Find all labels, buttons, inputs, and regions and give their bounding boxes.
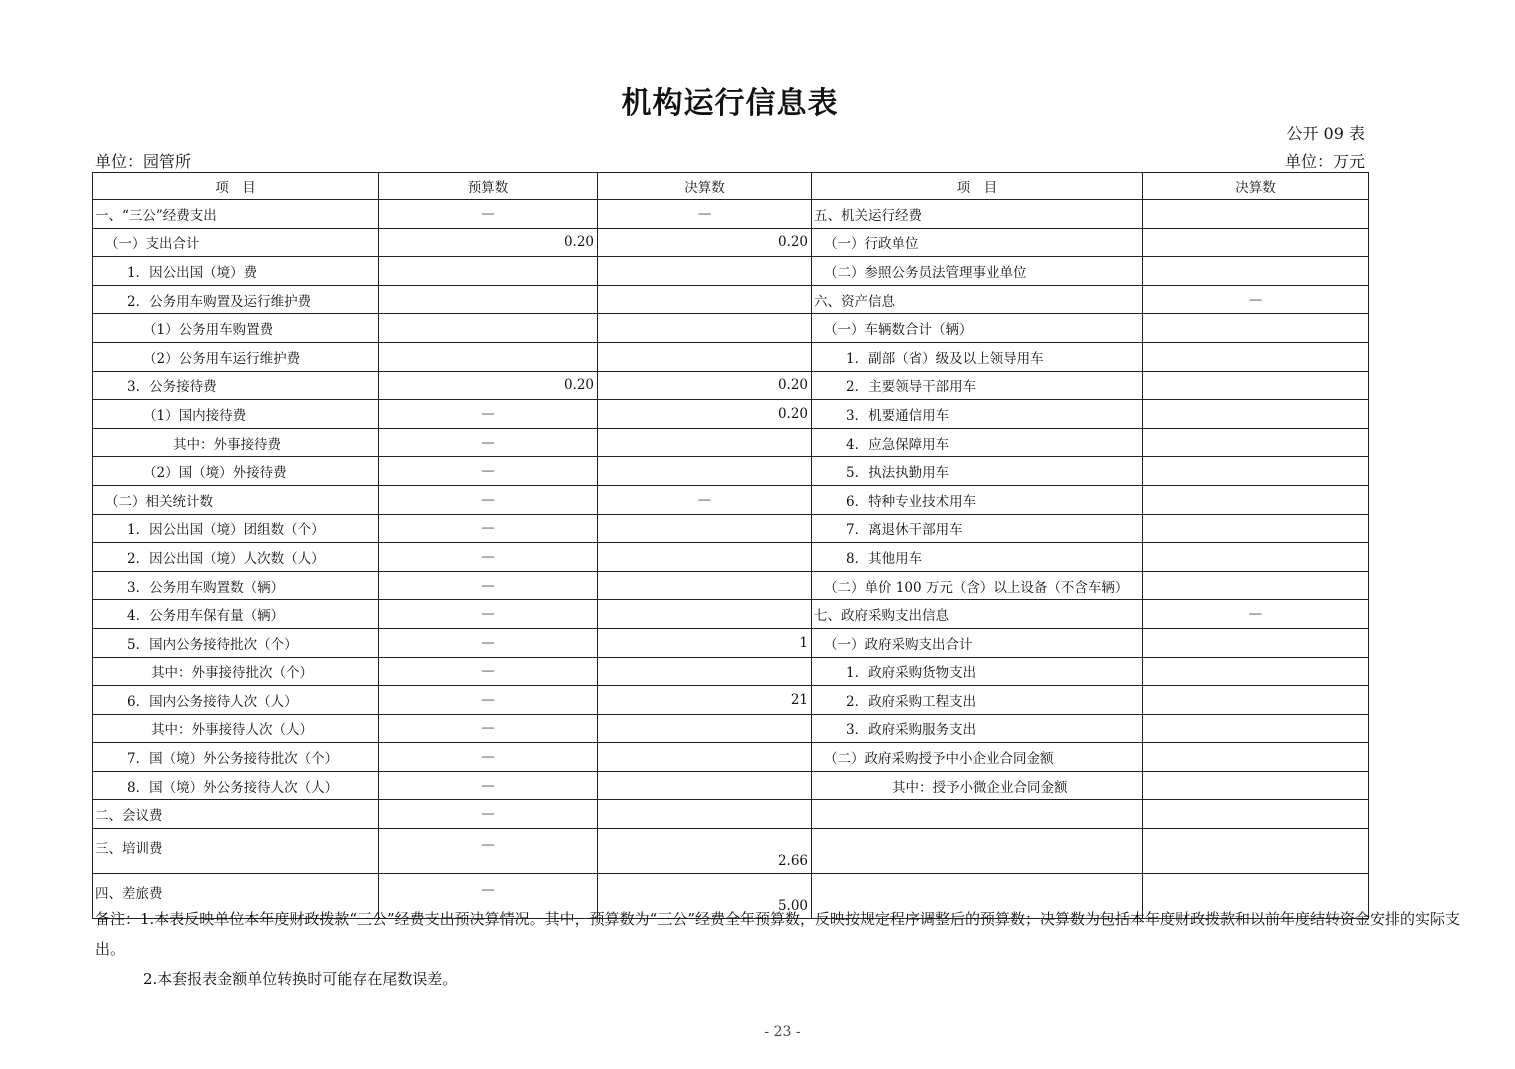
row-budget-value: — (379, 514, 598, 543)
row-final-right-value (1143, 714, 1369, 743)
row-item-left: 4．公务用车保有量（辆） (93, 600, 379, 629)
row-budget-value: — (379, 571, 598, 600)
row-item-right: （一）政府采购支出合计 (812, 628, 1143, 657)
row-budget-value: — (379, 743, 598, 772)
table-row (93, 514, 1369, 543)
row-item-right: 7．离退休干部用车 (812, 514, 1143, 543)
row-final-right-value (1143, 371, 1369, 400)
row-item-left: 其中：外事接待人次（人） (93, 714, 379, 743)
row-item-right: 4．应急保障用车 (812, 428, 1143, 457)
row-item-right: （一）车辆数合计（辆） (812, 314, 1143, 343)
table-row (93, 228, 1369, 257)
table-row (93, 543, 1369, 572)
row-item-left: 二、会议费 (93, 800, 379, 829)
row-final-right-value (1143, 228, 1369, 257)
table-row (93, 571, 1369, 600)
info-table (92, 172, 1369, 919)
row-final-right-value (1143, 743, 1369, 772)
row-budget-value: 0.20 (379, 228, 598, 257)
row-final-value (598, 514, 812, 543)
row-item-right: 五、机关运行经费 (812, 200, 1143, 229)
row-final-value (598, 314, 812, 343)
row-final-value (598, 743, 812, 772)
table-row (93, 600, 1369, 629)
row-final-value (598, 571, 812, 600)
row-item-left: （一）支出合计 (93, 228, 379, 257)
row-final-value (598, 543, 812, 572)
row-final-value: 1 (598, 628, 812, 657)
row-final-value (598, 257, 812, 286)
page-title: 机构运行信息表 (621, 86, 839, 121)
row-item-left: 1．因公出国（境）费 (93, 257, 379, 286)
row-item-right: 七、政府采购支出信息 (812, 600, 1143, 629)
row-item-left: （1）公务用车购置费 (93, 314, 379, 343)
row-item-left: 3．公务接待费 (93, 371, 379, 400)
row-budget-value: — (379, 485, 598, 514)
table-row (93, 342, 1369, 371)
table-row (93, 743, 1369, 772)
row-final-right-value (1143, 800, 1369, 829)
table-row (93, 371, 1369, 400)
table-header-row (93, 173, 1369, 200)
table-row (93, 457, 1369, 486)
row-budget-value: — (379, 874, 598, 919)
row-item-right: 1．政府采购货物支出 (812, 657, 1143, 686)
row-final-right-value (1143, 314, 1369, 343)
header-final: 决算数 (598, 173, 812, 200)
row-item-right: 2．政府采购工程支出 (812, 686, 1143, 715)
row-final-right-value (1143, 400, 1369, 429)
row-final-right-value (1143, 543, 1369, 572)
row-item-left: 其中：外事接待批次（个） (93, 657, 379, 686)
row-item-left: （2）公务用车运行维护费 (93, 342, 379, 371)
header-final-right: 决算数 (1143, 173, 1369, 200)
row-item-left: 2．公务用车购置及运行维护费 (93, 285, 379, 314)
table-row (93, 314, 1369, 343)
row-budget-value: — (379, 200, 598, 229)
row-item-left: 6．国内公务接待人次（人） (93, 686, 379, 715)
row-item-right: 六、资产信息 (812, 285, 1143, 314)
reporting-unit: 单位：园管所 (95, 152, 192, 171)
table-row (93, 400, 1369, 429)
row-final-value: — (598, 200, 812, 229)
table-row (93, 200, 1369, 229)
header-item-right: 项 目 (812, 173, 1143, 200)
row-budget-value: — (379, 829, 598, 874)
table-body (93, 200, 1369, 919)
row-item-left: 8．国（境）外公务接待人次（人） (93, 771, 379, 800)
row-item-right: 5．执法执勤用车 (812, 457, 1143, 486)
row-budget-value: — (379, 543, 598, 572)
row-final-right-value (1143, 257, 1369, 286)
row-final-value (598, 600, 812, 629)
row-budget-value: — (379, 714, 598, 743)
row-final-value (598, 771, 812, 800)
table-row (93, 485, 1369, 514)
row-item-left: 四、差旅费 (93, 874, 379, 919)
table-row (93, 428, 1369, 457)
row-budget-value: 0.20 (379, 371, 598, 400)
row-budget-value: — (379, 457, 598, 486)
note-2: 2.本套报表金额单位转换时可能存在尾数误差。 (143, 970, 458, 988)
row-budget-value (379, 285, 598, 314)
row-budget-value: — (379, 628, 598, 657)
row-budget-value: — (379, 771, 598, 800)
row-final-value: 0.20 (598, 228, 812, 257)
row-final-value (598, 657, 812, 686)
row-final-right-value (1143, 657, 1369, 686)
row-item-right: 其中：授予小微企业合同金额 (812, 771, 1143, 800)
row-final-value (598, 285, 812, 314)
row-item-left: 7．国（境）外公务接待批次（个） (93, 743, 379, 772)
table-row (93, 800, 1369, 829)
row-budget-value: — (379, 686, 598, 715)
row-final-right-value (1143, 342, 1369, 371)
row-final-value (598, 342, 812, 371)
row-final-right-value (1143, 686, 1369, 715)
row-item-left: 2．因公出国（境）人次数（人） (93, 543, 379, 572)
row-budget-value: — (379, 428, 598, 457)
row-item-right: （一）行政单位 (812, 228, 1143, 257)
row-final-right-value (1143, 829, 1369, 874)
row-item-left: （二）相关统计数 (93, 485, 379, 514)
table-row (93, 714, 1369, 743)
row-final-value (598, 428, 812, 457)
row-final-right-value (1143, 514, 1369, 543)
form-number: 公开 09 表 (1286, 124, 1365, 143)
row-item-right (812, 800, 1143, 829)
row-budget-value: — (379, 600, 598, 629)
row-item-left: 一、“三公”经费支出 (93, 200, 379, 229)
note-1: 备注：1.本表反映单位本年度财政拨款“三公”经费支出预决算情况。其中，预算数为“三公”经费全年预算数，反映按规定程序调整后的预算数；决算数为包括本年度财政拨款和以前年度结转资金安排的实际支出。 (95, 910, 1460, 958)
row-item-right: （二）参照公务员法管理事业单位 (812, 257, 1143, 286)
row-item-right: （二）政府采购授予中小企业合同金额 (812, 743, 1143, 772)
row-final-right-value: — (1143, 285, 1369, 314)
row-item-right (812, 829, 1143, 874)
row-item-left: 1．因公出国（境）团组数（个） (93, 514, 379, 543)
row-item-right: 6．特种专业技术用车 (812, 485, 1143, 514)
row-budget-value: — (379, 800, 598, 829)
row-final-value (598, 457, 812, 486)
table-row (93, 686, 1369, 715)
row-budget-value (379, 257, 598, 286)
row-item-right: 1．副部（省）级及以上领导用车 (812, 342, 1143, 371)
row-final-value: — (598, 485, 812, 514)
row-item-left: （1）国内接待费 (93, 400, 379, 429)
row-budget-value: — (379, 400, 598, 429)
row-final-value: 2.66 (598, 829, 812, 874)
row-final-value: 0.20 (598, 371, 812, 400)
row-final-value: 5.00 (598, 874, 812, 919)
row-item-right: 3．机要通信用车 (812, 400, 1143, 429)
row-final-right-value (1143, 485, 1369, 514)
row-item-right: 8．其他用车 (812, 543, 1143, 572)
table-row (93, 829, 1369, 874)
row-budget-value (379, 342, 598, 371)
header-item: 项 目 (93, 173, 379, 200)
row-final-right-value: — (1143, 600, 1369, 629)
currency-unit: 单位：万元 (1284, 152, 1365, 171)
table-row (93, 628, 1369, 657)
row-final-right-value (1143, 771, 1369, 800)
row-item-right: 3．政府采购服务支出 (812, 714, 1143, 743)
table-row (93, 285, 1369, 314)
notes (95, 904, 1485, 994)
row-item-right: （二）单价 100 万元（含）以上设备（不含车辆） (812, 571, 1143, 600)
row-budget-value: — (379, 657, 598, 686)
table-row (93, 771, 1369, 800)
row-final-right-value (1143, 428, 1369, 457)
table-row (93, 257, 1369, 286)
row-item-left: （2）国（境）外接待费 (93, 457, 379, 486)
row-final-right-value (1143, 200, 1369, 229)
row-final-value (598, 714, 812, 743)
page-number: - 23 - (764, 1024, 801, 1040)
table-row (93, 657, 1369, 686)
row-item-left: 3．公务用车购置数（辆） (93, 571, 379, 600)
row-item-left: 其中：外事接待费 (93, 428, 379, 457)
row-final-right-value (1143, 571, 1369, 600)
row-item-left: 三、培训费 (93, 829, 379, 874)
row-item-left: 5．国内公务接待批次（个） (93, 628, 379, 657)
header-budget: 预算数 (379, 173, 598, 200)
row-item-right: 2．主要领导干部用车 (812, 371, 1143, 400)
row-final-right-value (1143, 628, 1369, 657)
row-final-value: 0.20 (598, 400, 812, 429)
row-final-value (598, 800, 812, 829)
row-budget-value (379, 314, 598, 343)
row-final-value: 21 (598, 686, 812, 715)
row-final-right-value (1143, 457, 1369, 486)
